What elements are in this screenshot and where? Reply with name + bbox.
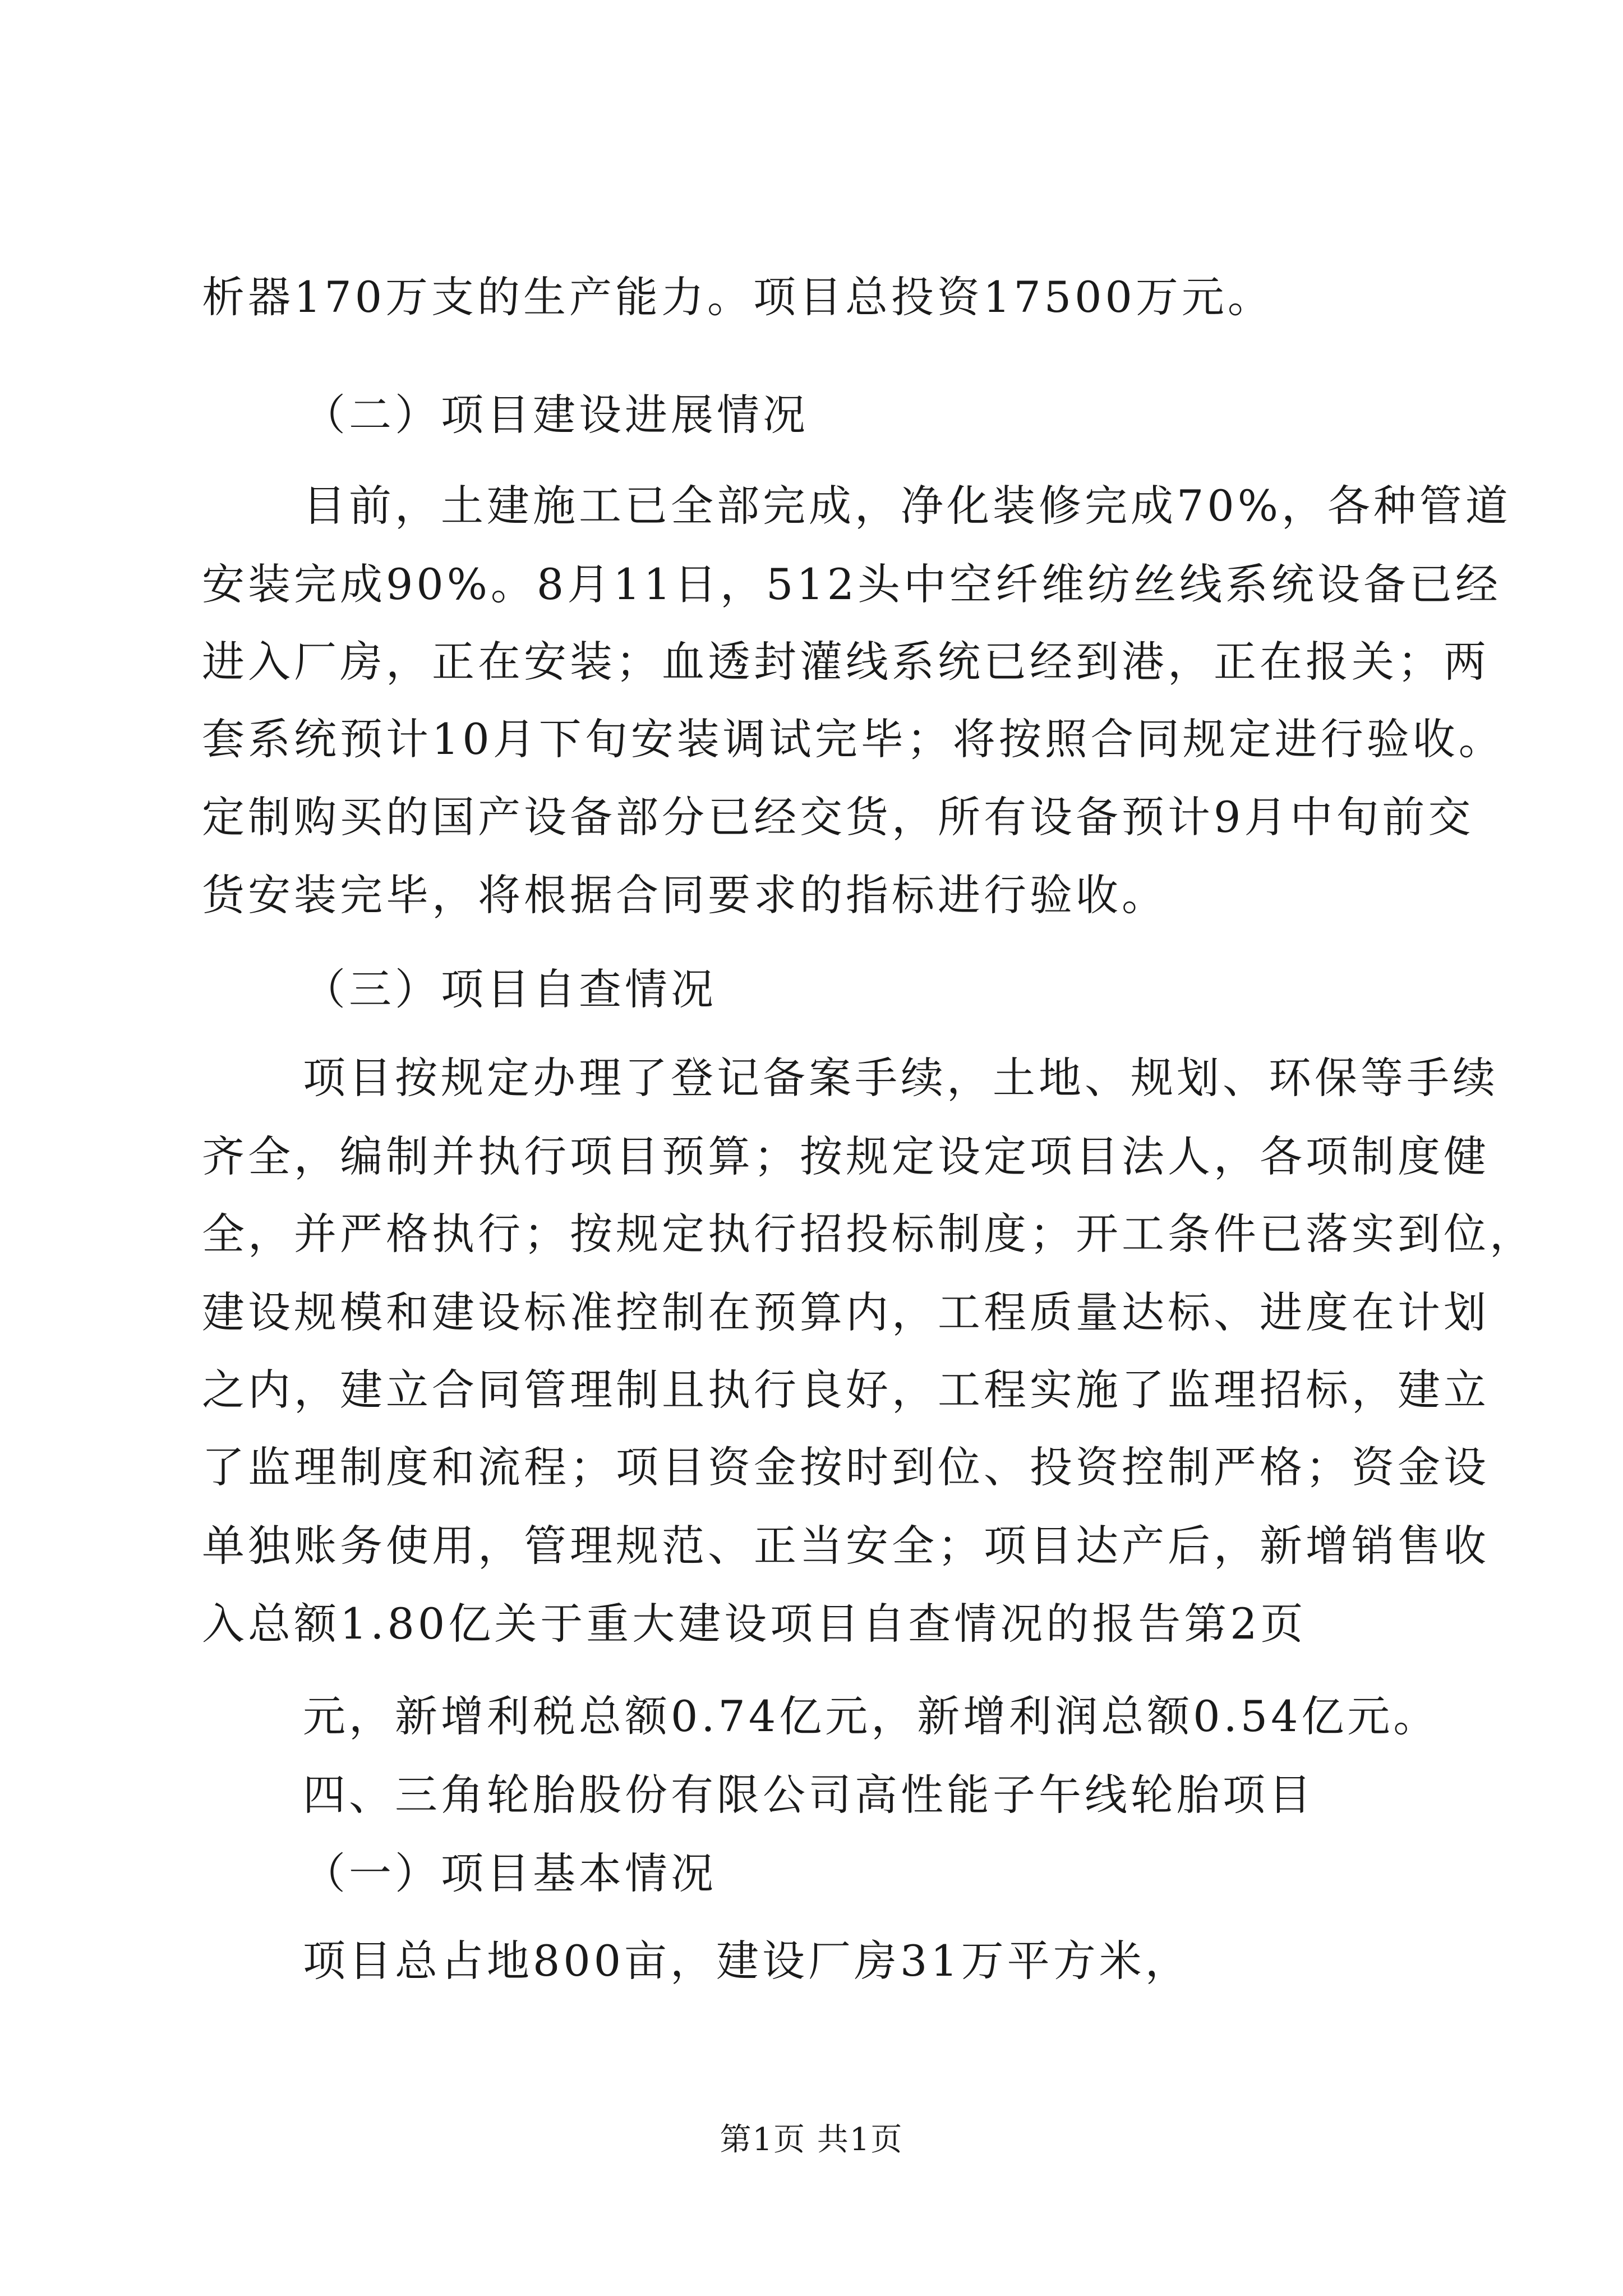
body-line: 齐全，编制并执行项目预算；按规定设定项目法人，各项制度健 — [202, 1131, 1490, 1181]
body-line: 目前，土建施工已全部完成，净化装修完成70%，各种管道 — [303, 481, 1511, 531]
body-line: 定制购买的国产设备部分已经交货，所有设备预计9月中旬前交 — [202, 792, 1474, 842]
body-line: 套系统预计10月下旬安装调试完毕；将按照合同规定进行验收。 — [202, 714, 1505, 764]
body-line: 析器170万支的生产能力。项目总投资17500万元。 — [202, 272, 1274, 322]
section-heading: （二）项目建设进展情况 — [303, 390, 809, 440]
body-line: 建设规模和建设标准控制在预算内，工程质量达标、进度在计划 — [202, 1287, 1490, 1337]
body-line: 进入厂房，正在安装；血透封灌线系统已经到港，正在报关；两 — [202, 637, 1490, 687]
body-line: 入总额1.80亿关于重大建设项目自查情况的报告第2页 — [202, 1599, 1307, 1649]
body-line: 项目按规定办理了登记备案手续，土地、规划、环保等手续 — [303, 1053, 1498, 1103]
section-heading: 四、三角轮胎股份有限公司高性能子午线轮胎项目 — [303, 1770, 1315, 1820]
body-line: 货安装完毕，将根据合同要求的指标进行验收。 — [202, 870, 1168, 920]
section-heading: （三）项目自查情况 — [303, 964, 717, 1014]
body-line: 了监理制度和流程；项目资金按时到位、投资控制严格；资金设 — [202, 1442, 1490, 1492]
body-line: 项目总占地800亩，建设厂房31万平方米， — [303, 1936, 1191, 1986]
page-indicator: 第1页 共1页 — [720, 2122, 903, 2158]
body-line: 安装完成90%。8月11日，512头中空纤维纺丝线系统设备已经 — [202, 559, 1502, 609]
body-line: 单独账务使用，管理规范、正当安全；项目达产后，新增销售收 — [202, 1521, 1490, 1571]
body-line: 之内，建立合同管理制且执行良好，工程实施了监理招标，建立 — [202, 1365, 1490, 1415]
section-heading: （一）项目基本情况 — [303, 1848, 717, 1898]
body-line: 元，新增利税总额0.74亿元，新增利润总额0.54亿元。 — [303, 1691, 1440, 1741]
body-line: 全，并严格执行；按规定执行招投标制度；开工条件已落实到位， — [202, 1209, 1536, 1259]
